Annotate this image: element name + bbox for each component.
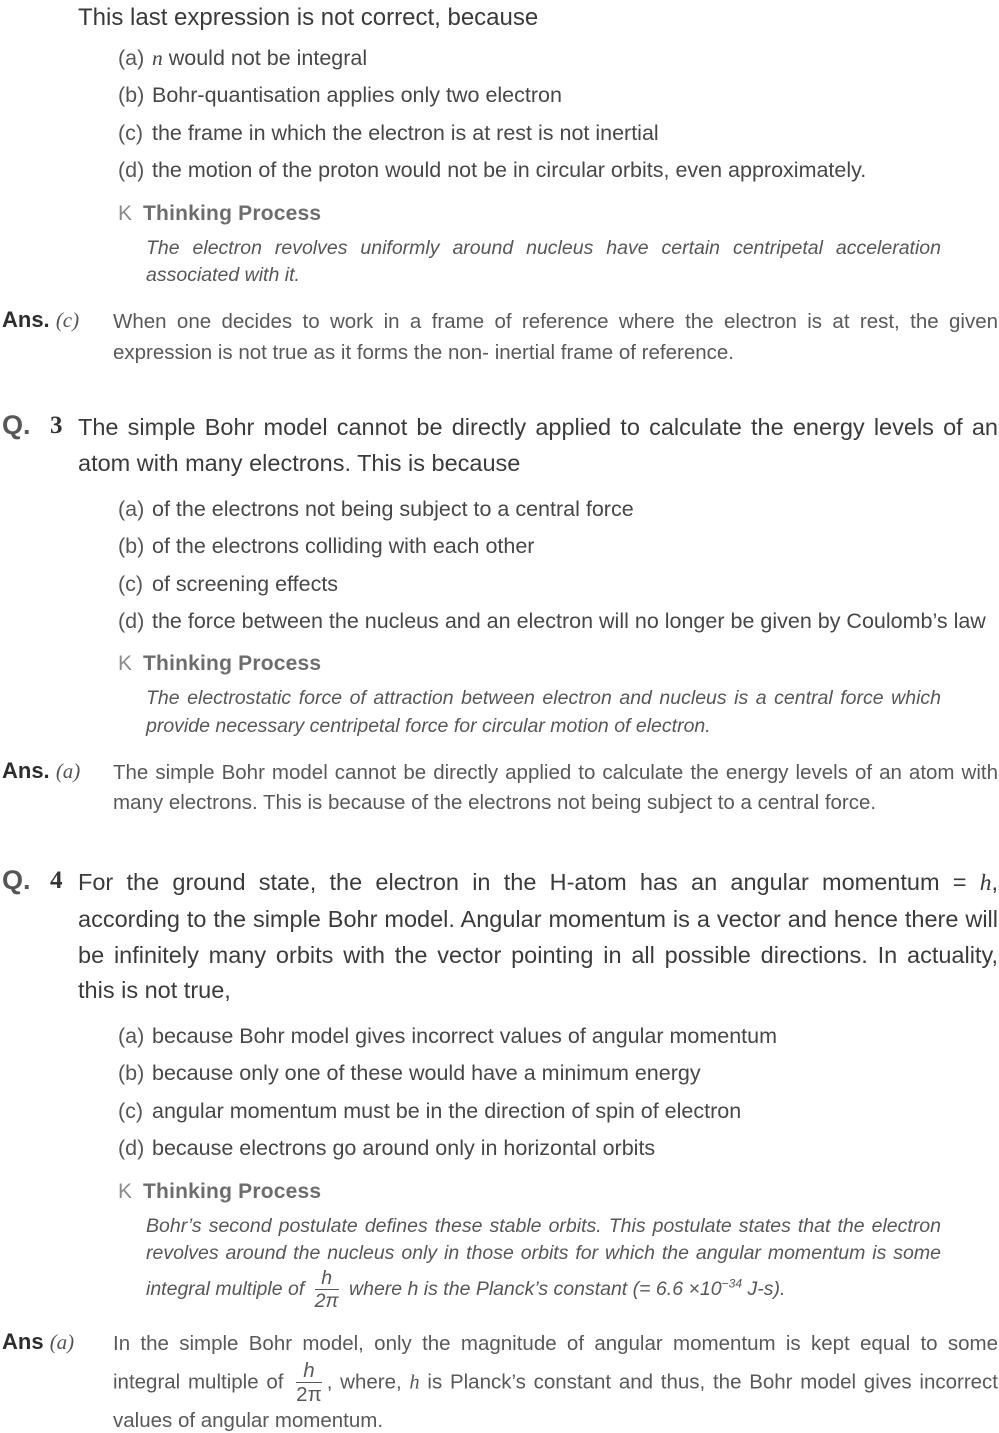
option-c <box>118 1097 999 1125</box>
thinking-text-post: J-s). <box>742 1278 786 1301</box>
ans-option: (c) <box>55 307 80 332</box>
option-text: because only one of these would have a minimum energy <box>152 1061 701 1086</box>
option-label: (a) <box>118 496 145 521</box>
option-label: (d) <box>118 608 145 633</box>
answer-block <box>0 307 999 369</box>
question-number: 3 <box>50 412 63 440</box>
question-4 <box>0 865 999 1433</box>
ans-word: Ans. <box>2 306 50 332</box>
answer-text: When one decides to work in a frame of reference where the electron is at rest, the given expression is not true as it forms the non- inertial frame of reference. <box>113 309 998 364</box>
option-b <box>118 81 999 109</box>
question-text-post: , according to the simple Bohr model. Angular momentum is a vector and hence there will be infinitely many orbits with the vector pointing in all possible directions. In actuality, this is not true, <box>78 869 998 1004</box>
question-text-pre: For the ground state, the electron in the H-atom has an angular momentum = <box>78 869 980 896</box>
thinking-process-header <box>118 652 999 676</box>
option-label: (b) <box>118 1061 145 1086</box>
option-label: (a) <box>118 1024 145 1049</box>
option-label: (a) <box>118 46 145 70</box>
thinking-process-title: Thinking Process <box>143 201 322 225</box>
option-text: Bohr-quantisation applies only two electron <box>152 83 562 108</box>
ans-option: (a) <box>55 758 81 783</box>
option-a <box>118 44 999 72</box>
thinking-text-pre: Bohr’s second postulate defines these stable orbits. This postulate states that the electron revolves around the nucleus only in those orbits for which the angular momentum is some integral multiple of <box>146 1214 941 1301</box>
thinking-process-text: The electron revolves uniformly around nucleus have certain centripetal acceleration associated with it. <box>146 236 941 287</box>
answer-block <box>0 1329 999 1433</box>
variable-n: n <box>152 46 163 70</box>
variable-h: h <box>979 870 992 897</box>
option-c <box>118 570 999 598</box>
option-text: because Bohr model gives incorrect values of angular momentum <box>152 1024 778 1049</box>
thinking-process-block <box>118 202 999 290</box>
key-icon: K <box>118 652 133 676</box>
question-row <box>0 410 999 481</box>
answer-block <box>0 758 999 820</box>
option-b <box>118 532 999 560</box>
question-number: 4 <box>50 867 63 895</box>
option-d <box>118 607 999 635</box>
answer-text <box>113 1329 999 1433</box>
answer-text-pre: In the simple Bohr model, only the magnitude of angular momentum is kept equal to some integral multiple of <box>113 1331 998 1394</box>
option-c <box>118 119 999 147</box>
thinking-process-block <box>118 1180 999 1312</box>
option-text: of the electrons not being subject to a central force <box>152 496 634 521</box>
thinking-process-block <box>118 652 999 740</box>
ans-word: Ans <box>2 1328 44 1354</box>
key-icon: K <box>118 201 133 225</box>
option-text: because electrons go around only in horizontal orbits <box>152 1136 656 1161</box>
option-d <box>118 156 999 184</box>
option-text: of the electrons colliding with each other <box>152 534 535 559</box>
thinking-process-header <box>118 202 999 226</box>
question-2-continuation <box>0 3 999 368</box>
fraction-denominator: 2π <box>296 1383 322 1407</box>
thinking-process-text <box>146 1213 941 1312</box>
option-a <box>118 1022 999 1050</box>
option-text: of screening effects <box>152 571 339 596</box>
option-label: (b) <box>118 534 145 559</box>
fraction-denominator: 2π <box>314 1290 339 1313</box>
fraction-numerator: h <box>315 1268 339 1290</box>
options-list <box>118 44 999 185</box>
ans-word: Ans. <box>2 757 50 783</box>
key-icon: K <box>118 1179 133 1203</box>
question-marker: Q. <box>2 410 31 441</box>
option-d <box>118 1134 999 1162</box>
fraction-numerator: h <box>296 1360 322 1384</box>
fraction-h-over-2pi <box>315 1268 339 1312</box>
options-list <box>118 495 999 636</box>
answer-text: The simple Bohr model cannot be directly applied to calculate the energy levels of an atom with many electrons. This is because of the electrons not being subject to a central force. <box>113 760 998 815</box>
answer-label <box>0 1329 113 1433</box>
option-label: (c) <box>118 120 144 145</box>
fraction-h-over-2pi <box>296 1360 322 1406</box>
thinking-process-text: The electrostatic force of attraction between electron and nucleus is a central force which provide necessary centripetal force for circular motion of electron. <box>146 687 941 737</box>
option-label: (c) <box>118 571 144 596</box>
option-label: (d) <box>118 1136 145 1161</box>
question-3 <box>0 410 999 819</box>
thinking-process-title: Thinking Process <box>143 1179 322 1203</box>
question-text: The simple Bohr model cannot be directly applied to calculate the energy levels of an atom with many electrons. This is because <box>78 414 998 477</box>
question-marker: Q. <box>2 865 31 896</box>
question-lead: This last expression is not correct, because <box>78 4 539 31</box>
variable-h: h <box>409 1371 420 1394</box>
answer-label <box>0 758 113 820</box>
question-row <box>0 865 999 1009</box>
ans-option: (a) <box>49 1329 75 1354</box>
option-b <box>118 1059 999 1087</box>
thinking-text-mid: where h is the Planck’s constant (= 6.6 ×10 <box>343 1278 722 1301</box>
thinking-process-header <box>118 1180 999 1204</box>
answer-label <box>0 307 113 369</box>
option-a <box>118 495 999 523</box>
options-list <box>118 1022 999 1163</box>
option-label: (c) <box>118 1098 144 1123</box>
option-text: the frame in which the electron is at rest is not inertial <box>152 120 659 145</box>
option-text <box>152 44 999 72</box>
exponent: −34 <box>721 1276 743 1291</box>
option-text-rest: would not be integral <box>162 46 368 70</box>
answer-text-mid: , where, <box>326 1370 410 1394</box>
option-label: (b) <box>118 83 145 108</box>
option-text: angular momentum must be in the direction of spin of electron <box>152 1098 742 1123</box>
question-text <box>78 865 999 1009</box>
option-text: the force between the nucleus and an electron will no longer be given by Coulomb’s law <box>152 608 986 633</box>
option-label: (d) <box>118 158 145 183</box>
answer-text-post: is Planck’s constant and thus, the Bohr model gives incorrect values of angular momentum. <box>113 1370 999 1432</box>
thinking-process-title: Thinking Process <box>143 652 322 676</box>
option-text: the motion of the proton would not be in circular orbits, even approximately. <box>152 158 867 183</box>
